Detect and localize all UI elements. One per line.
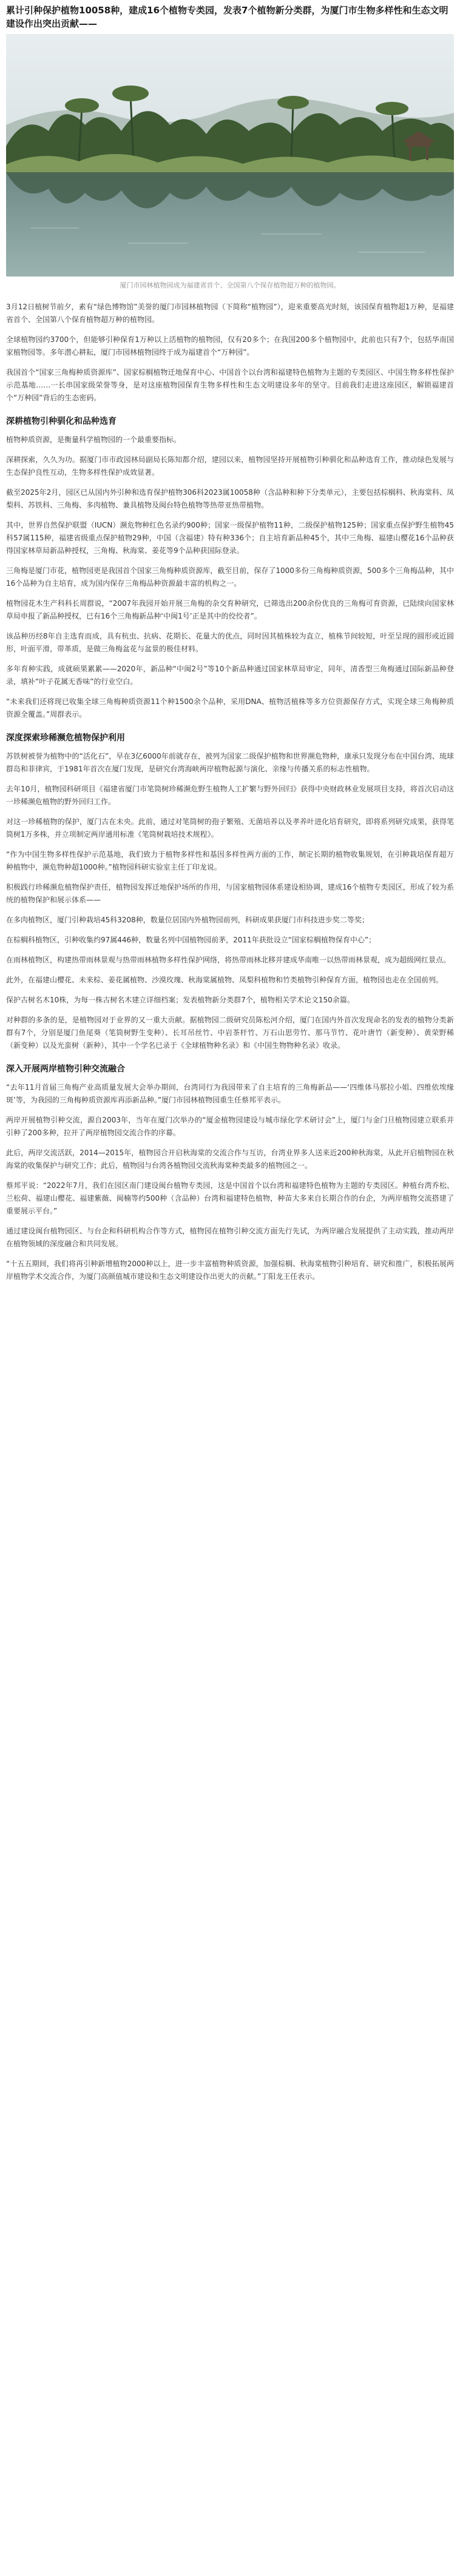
intro-paragraph: 我国首个“国家三角梅种质资源库”、国家棕榈植物迁地保育中心、中国首个以台湾和福建特色植物为主题的专类园区、中国生物多样性保护示范基地……一长串国家级荣誉等身，是对这座植物园保育生物多样性和生态文明建设多年的坚守。目前我们走进这座园区，解锁福建首个“万种园”背后的生态密码。	[6, 368, 454, 402]
section-paragraph: 对种群的多条的是，是植物园对于业界的又一重大贡献。据植物园二级研究员陈松河介绍，厦门在国内外首次发现命名的发表的植物分类新群有7个，分别是厦门鱼尾葵（笔筒树野生变种）、长耳吊丝竹、中岩茶杆竹、万石山思劳竹、那马节竹、花叶唐竹（新变种）、黄荣野稀（新变种）以及光蛮树（新种），其中一个学名已录于《全球植物种名录》和《中国生物物种名录》收录。	[6, 1016, 454, 1050]
section-paragraph: 其中，世界自然保护联盟（IUCN）濒危物种红色名录约900种；国家一级保护植物11种，二级保护植物125种；国家重点保护野生植物45科57属115种，福建省级重点保护植物29种，中国（含福建）特有种336个；自主培育新品种45个，其中三角梅、福建山樱花16个品种获得国家林草局新品种授权，三角梅、秋海棠、姜花等9个品种获国际登录。	[6, 521, 454, 555]
section-paragraph: 在雨林植物区，构建热带雨林景观与热带雨林植物多样性保护网络，将热带雨林北移并建成华南唯一以热带雨林景观，成为超级网红景点。	[6, 956, 451, 964]
article-sections	[6, 415, 454, 1283]
section-paragraph: 深耕探索，久久为功。据厦门市市政园林局副局长陈知都介绍，建园以来，植物园坚持开展植物引种驯化和品种选育工作，推动绿色发展与生态保护良性互动，生物多样性保护成效显著。	[6, 455, 454, 477]
section-paragraph: 在多肉植物区，厦门引种栽培45科3208种，数量位居国内外植物园前列，科研成果获厦门市科技进步奖二等奖；	[6, 916, 369, 924]
section-paragraph: “去年11月首届三角梅产业高质量发展大会举办期间，台湾同行为我园带来了自主培育的三角梅新品——‘四维体马那拉小姐、四维依埃缘斑’等，为我园的三角梅种质资源库再添新品种。”厦门市园林植物园重生任蔡邦平表示。	[6, 1083, 454, 1104]
section-paragraph: 该品种历经8年自主选育而成，具有杭虫、抗病、花期长、花量大的优点，同时因其植株较为直立，植株节间较短，叶至呈现的圆形或近圆形，叶面平滑，带革质，是做三角梅盆花与盆景的极佳材料。	[6, 632, 454, 653]
section-paragraph: 两岸开展植物引种交流，源自2003年，当年在厦门次举办的“厦金植物园建设与城市绿化学术研讨会”上，厦门与金门旦植物园建立联系并引种了200多种，拉开了两岸植物园交流合作的序幕。	[6, 1116, 454, 1137]
section-paragraph: 截至2025年2月，园区已从国内外引种和选育保护植物306科2023属10058种（含品种和种下分类单元），主要包括棕榈科、秋海棠科、凤梨科、苏铁科、三角梅、多肉植物、兼具植物及闽台特色植物等热带亚热带植物。	[6, 488, 454, 509]
intro-paragraphs	[6, 301, 454, 404]
section-paragraph: 此外，在福建山樱花、未来棕、姜花属植物、沙漠玫瑰、秋海棠属植物、凤梨科植物和竹类植物引种保育方面，植物园也走在全国前列。	[6, 976, 444, 984]
section-paragraph: 此后，两岸交流活跃，2014—2015年，植物园合开启秋海棠的交流合作与互访，台湾业界多人送来近200种秋海棠，从此开启植物园在秋海棠的收集保护与研究工作；此后，植物园与台湾各植物园交流秋海棠种类最多的植物园之一。	[6, 1149, 454, 1170]
section-title: 深耕植物引种驯化和品种选育	[6, 417, 117, 426]
section-paragraph: 苏铁树被誉为植物中的“活化石”，早在3亿6000年前就存在，被列为国家二级保护植物和世界濒危物种，康承只发现分布在中国台湾、琉球群岛和菲律宾，于1981年首次在厦门发现，是研究台湾海峡两岸植物起源与演化、亲缘与传播关系的标志性植物。	[6, 752, 454, 773]
section-title: 深度探索珍稀濒危植物保护利用	[6, 733, 125, 743]
section-paragraph: 蔡邦平说：“2022年7月，我们在园区南门建设闽台植物专类园，这是中国首个以台湾和福建特色植物为主题的专类园区。种植台湾乔松、兰松荷、福建山樱花、福建紫薇、闽楠等约500种（含品种）台湾和福建特色植物，种苗大多来自长期合作的台企，为两岸植物交流搭建了重要展示平台。”	[6, 1181, 454, 1215]
lake-garden-illustration	[6, 34, 454, 277]
section-paragraph: 对这一珍稀植物的保护，厦门古在未央。此前，通过对笔筒树的孢子繁殖、无菌培养以及孝养叶进化培育研究，即将系列研究成果，获得笔筒树1万多株，并立项制定两岸通用标准《笔筒树栽培技术规程》。	[6, 817, 454, 839]
intro-paragraph: 3月12日植树节前夕，素有“绿色博物馆”美誉的厦门市园林植物园（下简称“植物园”），迎来重要高光时刻，该园保育植物超1万种，是福建省首个、全国第八个保育植物超万种的植物园。	[6, 303, 454, 324]
section-paragraph: 植物种质资源，是衡量科学植物园的一个最重要指标。	[6, 435, 181, 444]
section-paragraph: 积极践行珍稀濒危植物保护责任，植物园发挥迁地保护场所的作用，与国家植物园体系建设相协调，建成16个植物专类园区，形成了较为系统的植物保护和展示体系——	[6, 883, 454, 904]
section-paragraph: 多年育种实践，成就硕果累累——2020年，新品种“中闽2号”等10个新品种通过国家林草局审定，同年，清香型三角梅通过国际新品种登录，填补“叶子花属无香味”的行业空白。	[6, 665, 454, 686]
section-paragraph: 通过建设闽台植物园区、与台企和科研机构合作等方式，植物园在植物引种交流方面先行先试，为两岸融合发展提供了主动实践，推动两岸在植物领域的深度融合和共同发展。	[6, 1227, 454, 1248]
section-paragraph: 保护古树名木10株，为每一株古树名木建立详细档案；发表植物新分类群7个，植物相关学术论文150余篇。	[6, 996, 354, 1004]
section-paragraph: “作为中国生物多样性保护示范基地，我们致力于植物多样性和基因多样性两方面的工作，制定长期的植物收集规划，在引种栽培保育超万种植物中，濒危物种超1000种。”植物园科研实验室主任丁印龙说。	[6, 850, 454, 871]
hero-photo	[6, 34, 454, 277]
section-paragraph: 植物园花木生产科科长周群说，“2007年我园开始开展三角梅的杂交育种研究，已筛选出200余份优良的三角梅可育资源，已陆续向国家林草局申报了新品种授权，已有16个三角梅新品种‘中闽1号’正是其中的佼佼者”。	[6, 599, 454, 620]
article-headline: 累计引种保护植物10058种，建成16个植物专类园，发表7个植物新分类群，为厦门市生物多样性和生态文明建设作出突出贡献——	[6, 5, 448, 29]
intro-paragraph: 全球植物园约3700个，但能够引种保育1万种以上活植物的植物园，仅有20多个；在我国200多个植物园中，此前也只有7个，包括华南国家植物园等。多年潜心耕耘，厦门市园林植物园终于成为福建首个“万种园”。	[6, 335, 454, 357]
section-title: 深入开展两岸植物引种交流融合	[6, 1064, 125, 1074]
section-paragraph: “未来我们还将现已收集全球三角梅种质资源11个种1500余个品种，采用DNA、植物活植株等多方位资源保存方式，实现全球三角梅种质资源全覆盖。”周群表示。	[6, 697, 454, 719]
section-paragraph: 在棕榈科植物区，引种收集约97属446种，数量名列中国植物园前茅，2011年获批设立“国家棕榈植物保育中心”；	[6, 936, 376, 944]
section-paragraph: 三角梅是厦门市花，植物园更是我国首个国家三角梅种质资源库，截至目前，保存了1000多份三角梅种质资源，500多个三角梅品种，其中16个品种为自主培育，成为国内保存三角梅品种资源最丰富的机构之一。	[6, 566, 454, 588]
hero-caption: 厦门市园林植物园成为福建省首个、全国第八个保存植物超万种的植物园。	[120, 281, 340, 289]
section-paragraph: “十五五期间，我们将再引种新增植物2000种以上，进一步丰富植物种质资源，加强棕榈、秋海棠植物引种培育、研究和推广，积极拓展两岸植物学术交流合作，为厦门高颜值城市建设和生态文明建设作出更大的贡献。”丁阳龙王任表示。	[6, 1259, 454, 1281]
article	[0, 4, 460, 1283]
section-paragraph: 去年10月，植物园科研项目《福建省厦门市笔筒树珍稀濒危野生植物人工扩繁与野外回归》获得中央财政林业发展项目支持，将首次启动这一珍稀濒危植物的野外回归工作。	[6, 785, 454, 806]
